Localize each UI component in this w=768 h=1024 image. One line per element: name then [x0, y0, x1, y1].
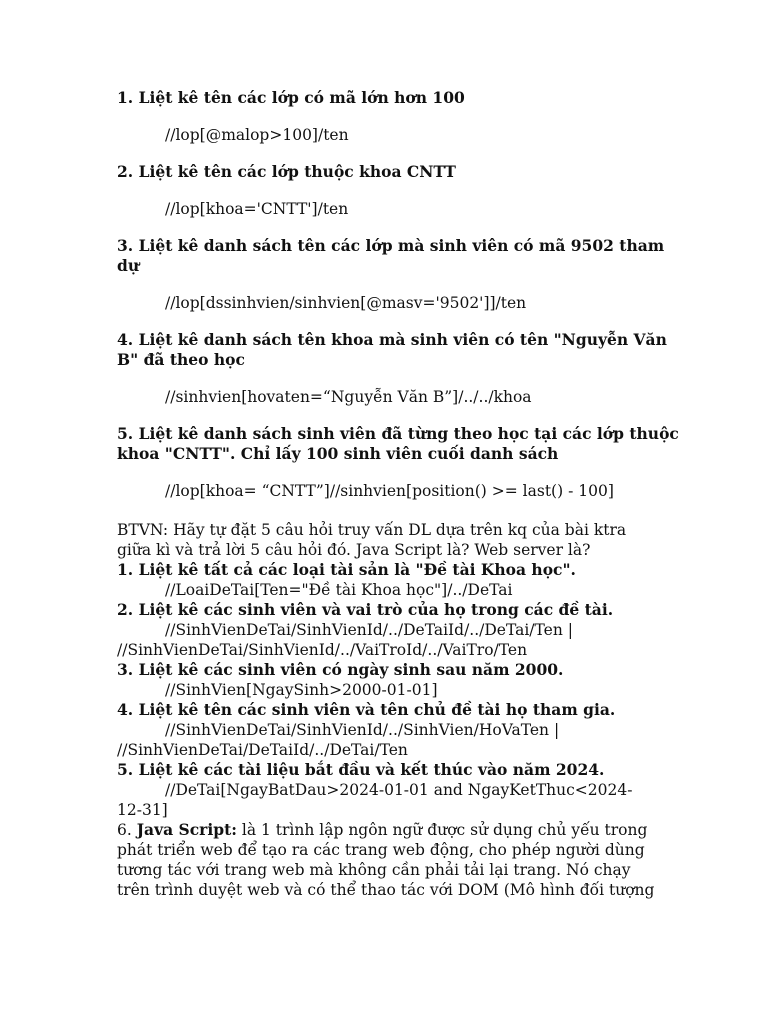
hw-item-6-number: 6. — [117, 821, 137, 839]
question-5-line-1: 5. Liệt kê danh sách sinh viên đã từng theo học tại các lớp thuộc — [117, 424, 679, 443]
hw-answer-2-line-2: //SinhVienDeTai/SinhVienId/../VaiTroId/../VaiTro/Ten — [117, 641, 528, 659]
hw-item-6-line-2: phát triển web để tạo ra các trang web động, cho phép người dùng — [117, 841, 645, 859]
hw-answer-4-line-1: //SinhVienDeTai/SinhVienId/../SinhVien/HoVaTen | — [165, 721, 560, 739]
hw-answer-3: //SinhVien[NgaySinh>2000-01-01] — [165, 681, 438, 699]
hw-answer-4-line-2: //SinhVienDeTai/DeTaiId/../DeTai/Ten — [117, 741, 408, 759]
hw-answer-2-line-1: //SinhVienDeTai/SinhVienId/../DeTaiId/../DeTai/Ten | — [165, 621, 573, 639]
hw-item-6-line-1 — [117, 820, 677, 840]
answer-5: //lop[khoa= “CNTT”]//sinhvien[position() >= last() - 100] — [165, 482, 614, 500]
answer-2: //lop[khoa='CNTT']/ten — [165, 200, 349, 218]
hw-answer-1: //LoaiDeTai[Ten="Đề tài Khoa học"]/../DeTai — [165, 581, 513, 599]
homework-intro-line-2: giữa kì và trả lời 5 câu hỏi đó. Java Script là? Web server là? — [117, 541, 591, 559]
hw-item-6-line-3: tương tác với trang web mà không cần phải tải lại trang. Nó chạy — [117, 861, 631, 879]
hw-item-6-text: là 1 trình lập ngôn ngữ được sử dụng chủ yếu trong — [236, 821, 648, 839]
hw-question-4: 4. Liệt kê tên các sinh viên và tên chủ đề tài họ tham gia. — [117, 700, 616, 719]
hw-item-6-term: Java Script: — [136, 820, 237, 839]
answer-4: //sinhvien[hovaten=“Nguyễn Văn B”]/../../khoa — [165, 388, 532, 406]
answer-1: //lop[@malop>100]/ten — [165, 126, 349, 144]
question-1: 1. Liệt kê tên các lớp có mã lớn hơn 100 — [117, 88, 465, 107]
hw-question-1: 1. Liệt kê tất cả các loại tài sản là "Đề tài Khoa học". — [117, 560, 576, 579]
question-3-line-2: dự — [117, 256, 140, 275]
question-2: 2. Liệt kê tên các lớp thuộc khoa CNTT — [117, 162, 456, 181]
answer-3: //lop[dssinhvien/sinhvien[@masv='9502']]/ten — [165, 294, 527, 312]
hw-answer-5-line-1: //DeTai[NgayBatDau>2024-01-01 and NgayKetThuc<2024- — [165, 781, 633, 799]
question-4-line-1: 4. Liệt kê danh sách tên khoa mà sinh viên có tên "Nguyễn Văn — [117, 330, 667, 349]
homework-intro-line-1: BTVN: Hãy tự đặt 5 câu hỏi truy vấn DL dựa trên kq của bài ktra — [117, 521, 627, 539]
hw-question-3: 3. Liệt kê các sinh viên có ngày sinh sau năm 2000. — [117, 660, 564, 679]
question-3-line-1: 3. Liệt kê danh sách tên các lớp mà sinh viên có mã 9502 tham — [117, 236, 665, 255]
question-5-line-2: khoa "CNTT". Chỉ lấy 100 sinh viên cuối danh sách — [117, 444, 559, 463]
hw-question-5: 5. Liệt kê các tài liệu bắt đầu và kết thúc vào năm 2024. — [117, 760, 605, 779]
question-4-line-2: B" đã theo học — [117, 350, 245, 369]
hw-answer-5-line-2: 12-31] — [117, 801, 168, 819]
hw-item-6-line-4: trên trình duyệt web và có thể thao tác với DOM (Mô hình đối tượng — [117, 881, 655, 899]
hw-question-2: 2. Liệt kê các sinh viên và vai trò của họ trong các đề tài. — [117, 600, 614, 619]
